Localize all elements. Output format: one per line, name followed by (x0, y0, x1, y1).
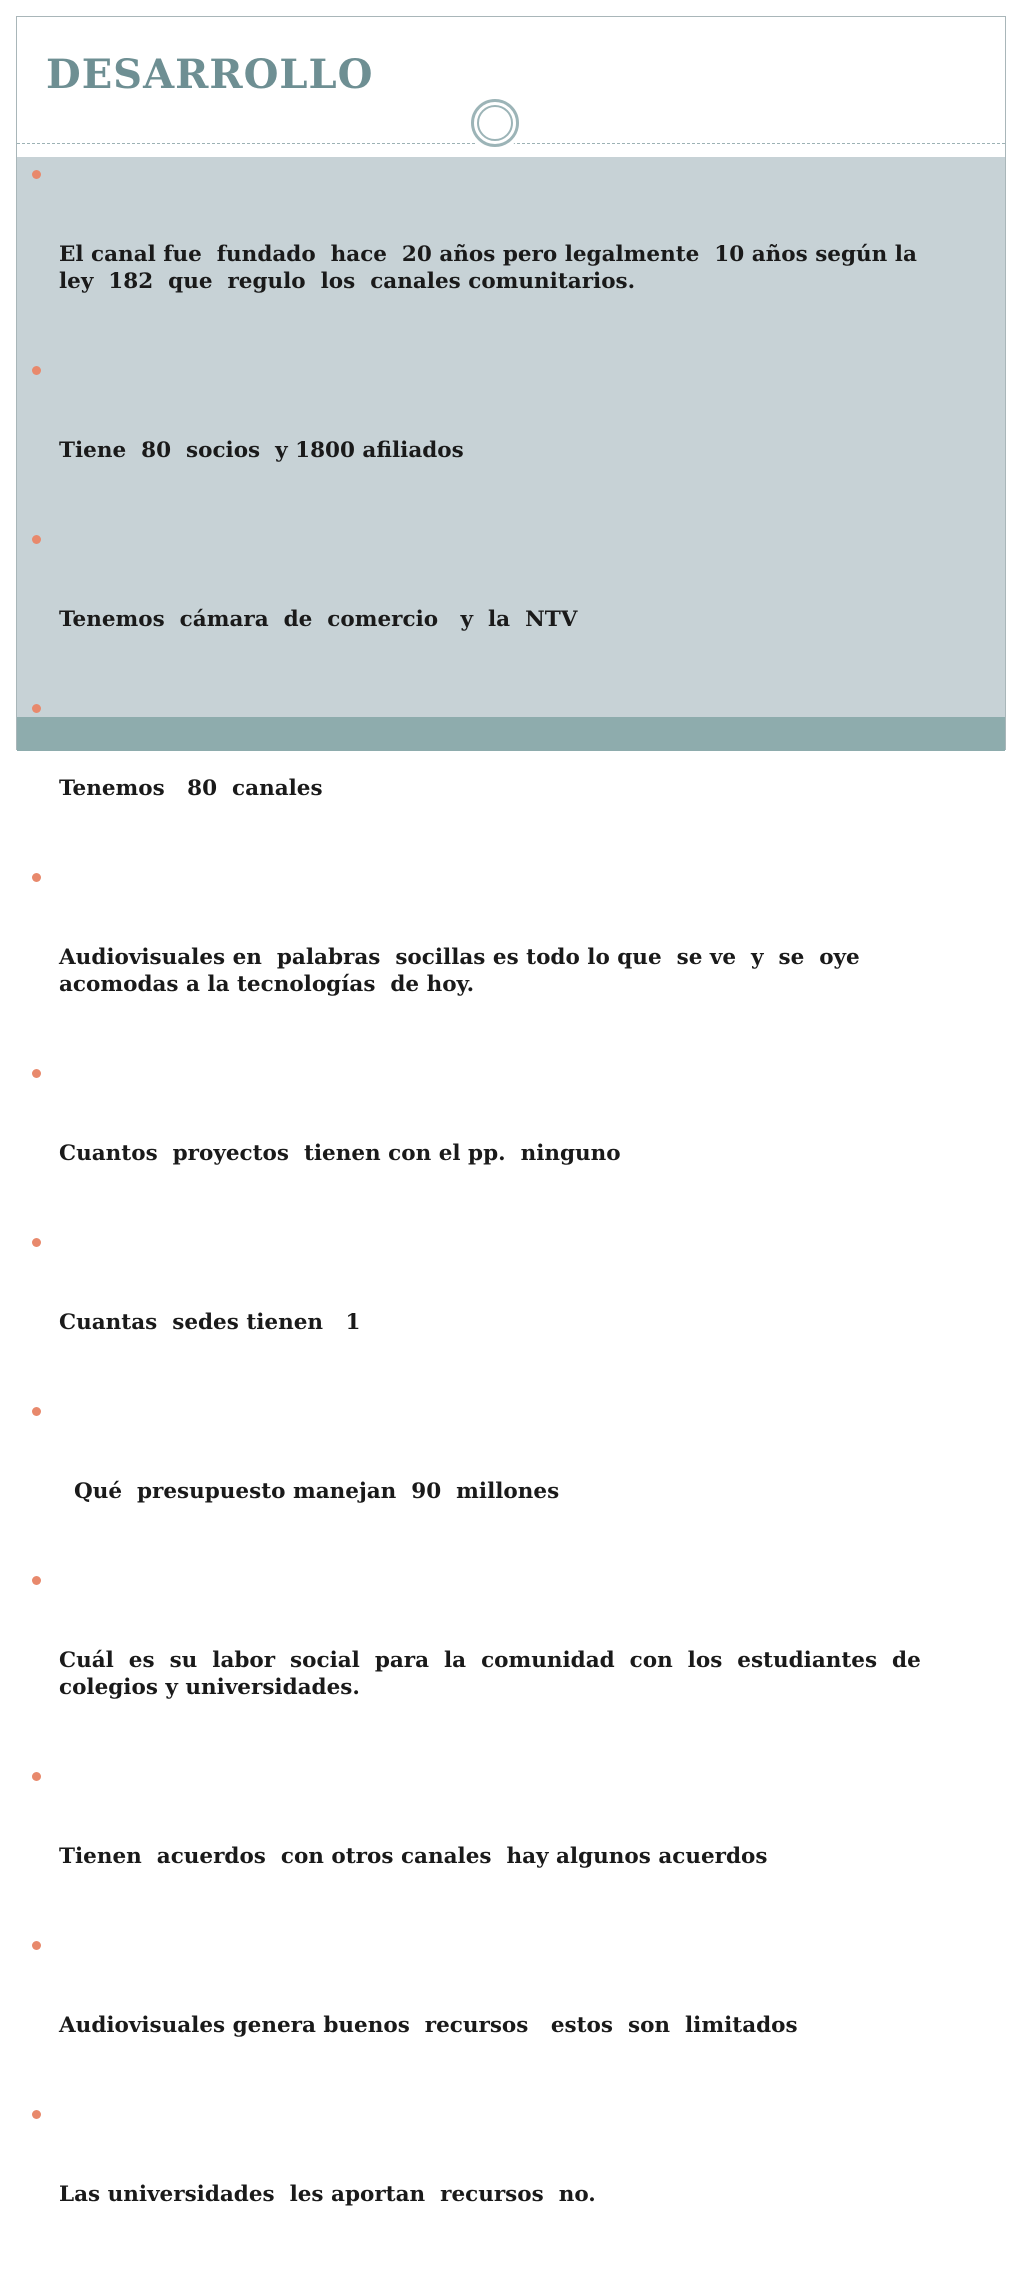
bullet-dot-icon (32, 1238, 41, 1247)
bullet-text: Audiovisuales genera buenos recursos estos son limitados (59, 2013, 798, 2038)
bullet-item (32, 160, 957, 349)
bullet-text: Tienen acuerdos con otros canales hay algunos acuerdos (59, 1844, 768, 1869)
bullet-text: Tiene 80 socios y 1800 afiliados (59, 438, 464, 463)
bullet-dot-icon (32, 535, 41, 544)
bullet-item (32, 1931, 957, 2093)
bullet-item (32, 2100, 957, 2262)
bullet-text: Las universidades les aportan recursos no. (59, 2182, 596, 2207)
bullet-item (32, 1762, 957, 1924)
bullet-dot-icon (32, 170, 41, 179)
bullet-dot-icon (32, 2110, 41, 2119)
bullet-item (32, 1228, 957, 1390)
bullet-item (32, 1397, 957, 1559)
bullet-text: Cuantos proyectos tienen con el pp. ninguno (59, 1141, 621, 1166)
bullet-dot-icon (32, 704, 41, 713)
bullet-item (32, 525, 957, 687)
bullet-item (32, 1059, 957, 1221)
bullet-dot-icon (32, 1069, 41, 1078)
bullet-text: Tenemos 80 canales (59, 776, 323, 801)
bullet-text: Qué presupuesto manejan 90 millones (59, 1479, 560, 1504)
bullet-item (32, 356, 957, 518)
bullet-dot-icon (32, 873, 41, 882)
bullet-text: Audiovisuales en palabras socillas es todo lo que se ve y se oye acomodas a la tecnologías de hoy. (59, 945, 875, 997)
bullet-text: El canal fue fundado hace 20 años pero legalmente 10 años según la ley 182 que regulo los canales comunitarios. (59, 242, 932, 294)
bullet-text: Tenemos cámara de comercio y la NTV (59, 607, 578, 632)
bullet-item (32, 863, 957, 1052)
bullet-dot-icon (32, 1941, 41, 1950)
bullet-text: Cuál es su labor social para la comunidad con los estudiantes de colegios y universidades. (59, 1648, 936, 1700)
bullet-list (32, 160, 957, 2269)
bullet-dot-icon (32, 1407, 41, 1416)
bullet-item (32, 1566, 957, 1755)
ring-ornament-icon (467, 95, 523, 151)
bullet-dot-icon (32, 366, 41, 375)
bullet-text: Cuantas sedes tienen 1 (59, 1310, 361, 1335)
bullet-dot-icon (32, 1772, 41, 1781)
slide-title: DESARROLLO (46, 51, 374, 98)
bullet-dot-icon (32, 1576, 41, 1585)
bullet-item (32, 694, 957, 856)
